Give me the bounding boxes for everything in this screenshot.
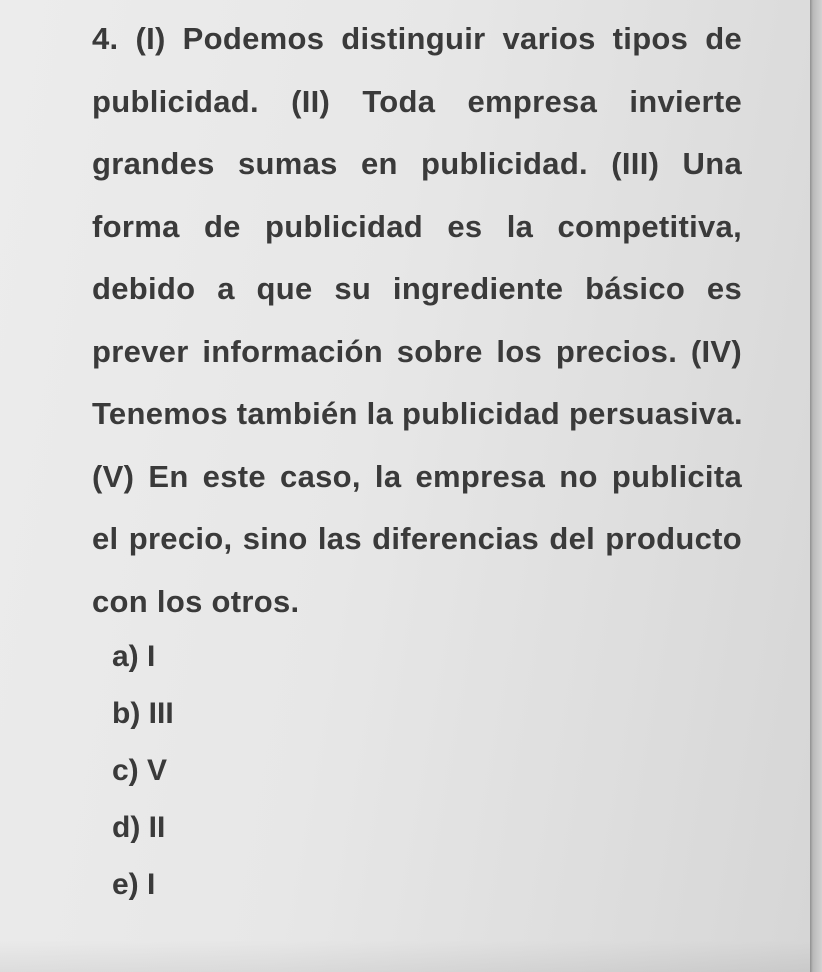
option-b[interactable]: b) III [112, 697, 174, 730]
question-text [92, 8, 742, 633]
option-e[interactable]: e) I [112, 868, 156, 901]
question-line: prever información sobre los precios. (IV) [92, 333, 742, 369]
question-line: forma de publicidad es la competitiva, [92, 208, 742, 244]
option-c[interactable]: c) V [112, 754, 168, 787]
question-line: (V) En este caso, la empresa no publicita [92, 458, 742, 494]
option-a[interactable]: a) I [112, 640, 156, 673]
question-line: con los otros. [92, 583, 300, 619]
question-line: grandes sumas en publicidad. (III) Una [92, 146, 742, 181]
question-line: Tenemos también la publicidad persuasiva. [92, 396, 743, 431]
question-line: publicidad. (II) Toda empresa invierte [92, 83, 742, 119]
question-line: debido a que su ingrediente básico es [92, 271, 742, 306]
paper-right-edge [810, 0, 822, 972]
question-line: 4. (I) Podemos distinguir varios tipos de [92, 21, 742, 56]
bottom-shadow [0, 940, 810, 972]
question-line: el precio, sino las diferencias del producto [92, 521, 742, 556]
answer-options [112, 628, 174, 913]
option-d[interactable]: d) II [112, 811, 166, 844]
